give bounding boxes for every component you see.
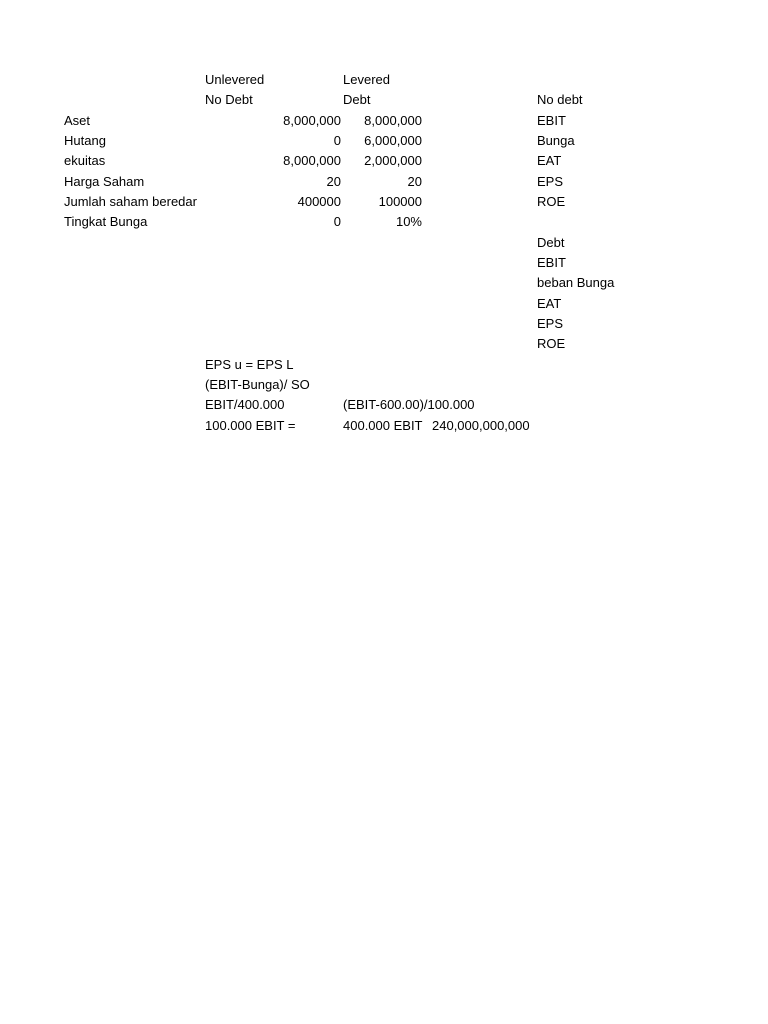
levered-value: 8,000,000 xyxy=(364,113,422,128)
unlevered-value: 0 xyxy=(333,133,341,148)
levered-value: 6,000,000 xyxy=(364,133,422,148)
header-debt: Debt xyxy=(343,92,371,107)
row-label: Jumlah saham beredar xyxy=(64,194,197,209)
list-item: beban Bunga xyxy=(537,275,615,290)
formula-line: 400.000 EBIT xyxy=(343,418,423,433)
formula-line: EPS u = EPS L xyxy=(205,357,294,372)
row-label: Tingkat Bunga xyxy=(64,214,148,229)
formula-line: (EBIT-Bunga)/ SO xyxy=(205,377,310,392)
list-item: EPS xyxy=(537,316,564,331)
list-item: Bunga xyxy=(537,133,575,148)
list-item: EBIT xyxy=(537,255,566,270)
list-item: EAT xyxy=(537,153,562,168)
row-label: Hutang xyxy=(64,133,106,148)
unlevered-value: 0 xyxy=(333,214,341,229)
unlevered-value: 8,000,000 xyxy=(283,153,341,168)
unlevered-value: 20 xyxy=(326,174,341,189)
header-levered: Levered xyxy=(343,72,390,87)
row-label: Aset xyxy=(64,113,91,128)
formula-line: EBIT/400.000 xyxy=(205,397,285,412)
row-label: Harga Saham xyxy=(64,174,145,189)
levered-value: 2,000,000 xyxy=(364,153,422,168)
list-item: EPS xyxy=(537,174,564,189)
list-item: ROE xyxy=(537,194,566,209)
formula-result: 240,000,000,000 xyxy=(432,418,530,433)
levered-value: 10% xyxy=(395,214,422,229)
unlevered-value: 8,000,000 xyxy=(283,113,341,128)
levered-value: 20 xyxy=(407,174,422,189)
unlevered-value: 400000 xyxy=(297,194,341,209)
levered-value: 100000 xyxy=(378,194,422,209)
list-item: ROE xyxy=(537,336,566,351)
header-no-debt: No Debt xyxy=(205,92,253,107)
list-item: EBIT xyxy=(537,113,566,128)
list-item: EAT xyxy=(537,296,562,311)
row-label: ekuitas xyxy=(64,153,106,168)
header-unlevered: Unlevered xyxy=(205,72,265,87)
formula-line: (EBIT-600.00)/100.000 xyxy=(343,397,475,412)
formula-line: 100.000 EBIT = xyxy=(205,418,296,433)
debt-title: Debt xyxy=(537,235,565,250)
no-debt-title: No debt xyxy=(537,92,583,107)
